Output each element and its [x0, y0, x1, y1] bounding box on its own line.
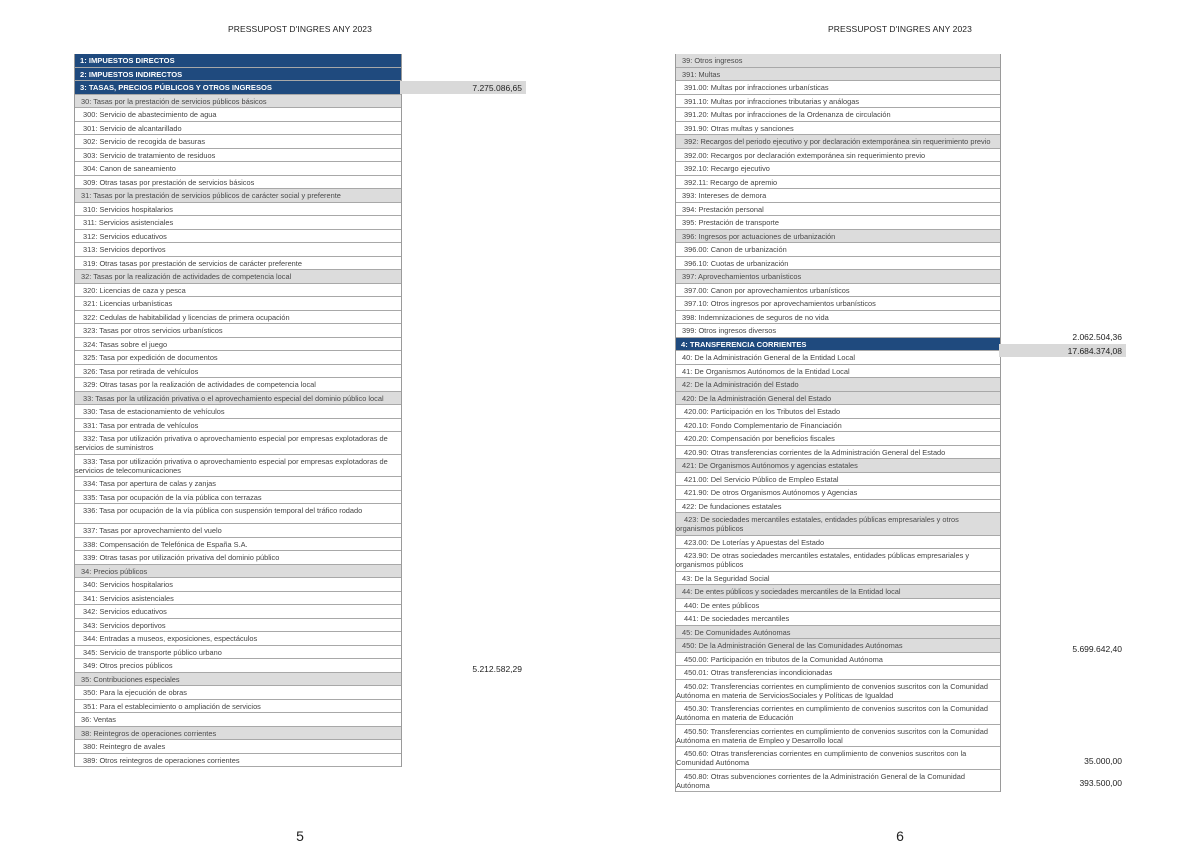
- amount-comunidades: 5.699.642,40: [1072, 644, 1122, 654]
- table-row: 399: Otros ingresos diversos: [676, 324, 1000, 338]
- table-row: 300: Servicio de abastecimiento de agua: [75, 108, 401, 122]
- table-row: 441: De sociedades mercantiles: [676, 612, 1000, 626]
- chapter-row: 4: TRANSFERENCIA CORRIENTES: [676, 338, 1000, 352]
- section-row: 34: Precios públicos: [75, 565, 401, 579]
- section-row: 45: De Comunidades Autónomas: [676, 626, 1000, 640]
- table-row: 450.30: Transferencias corrientes en cumplimiento de convenios suscritos con la Comunidad Autónoma en materia de Educación: [676, 702, 1000, 725]
- amount-450-60: 35.000,00: [1084, 756, 1122, 766]
- section-row: 39: Otros ingresos: [676, 54, 1000, 68]
- amount-chapter-3: 7.275.086,65: [472, 83, 522, 93]
- table-row: 322: Cedulas de habitabilidad y licencias de primera ocupación: [75, 311, 401, 325]
- table-row: 420.90: Otras transferencias corrientes de la Administración General del Estado: [676, 446, 1000, 460]
- amount-chapter-4: 17.684.374,08: [1067, 346, 1122, 356]
- chapter-row: 1: IMPUESTOS DIRECTOS: [75, 54, 401, 68]
- section-row: 35: Contribuciones especiales: [75, 673, 401, 687]
- table-row: 313: Servicios deportivos: [75, 243, 401, 257]
- section-row: 396: Ingresos por actuaciones de urbanización: [676, 230, 1000, 244]
- page-number: 6: [896, 828, 904, 844]
- amount-otros-ingresos-diversos: 2.062.504,36: [1072, 332, 1122, 342]
- table-row: 310: Servicios hospitalarios: [75, 203, 401, 217]
- table-row: 311: Servicios asistenciales: [75, 216, 401, 230]
- table-row: 396.00: Canon de urbanización: [676, 243, 1000, 257]
- table-row: 302: Servicio de recogida de basuras: [75, 135, 401, 149]
- table-row: 397.10: Otros ingresos por aprovechamientos urbanísticos: [676, 297, 1000, 311]
- table-row: 395: Prestación de transporte: [676, 216, 1000, 230]
- table-row: 391.90: Otras multas y sanciones: [676, 122, 1000, 136]
- section-row: 33: Tasas por la utilización privativa o el aprovechamiento especial del dominio público local: [75, 392, 401, 406]
- page-6: [600, 0, 1200, 848]
- table-row: 392.11: Recargo de apremio: [676, 176, 1000, 190]
- table-row: 43: De la Seguridad Social: [676, 572, 1000, 586]
- table-row: 36: Ventas: [75, 713, 401, 727]
- table-row: 351: Para el establecimiento o ampliación de servicios: [75, 700, 401, 714]
- section-row: 391: Multas: [676, 68, 1000, 82]
- table-row: 342: Servicios educativos: [75, 605, 401, 619]
- amount-450-80: 393.500,00: [1079, 778, 1122, 788]
- table-row: 422: De fundaciones estatales: [676, 500, 1000, 514]
- table-row: 394: Prestación personal: [676, 203, 1000, 217]
- table-row: 450.01: Otras transferencias incondicionadas: [676, 666, 1000, 680]
- table-row: 319: Otras tasas por prestación de servicios de carácter preferente: [75, 257, 401, 271]
- table-row: 420.00: Participación en los Tributos del Estado: [676, 405, 1000, 419]
- table-row: 335: Tasa por ocupación de la vía pública con terrazas: [75, 491, 401, 505]
- table-row: 326: Tasa por retirada de vehículos: [75, 365, 401, 379]
- section-row: 450: De la Administración General de las Comunidades Autónomas: [676, 639, 1000, 653]
- table-row: 303: Servicio de tratamiento de residuos: [75, 149, 401, 163]
- table-row: 392.00: Recargos por declaración extemporánea sin requerimiento previo: [676, 149, 1000, 163]
- table-row: 420.10: Fondo Complementario de Financiación: [676, 419, 1000, 433]
- table-row: 423.00: De Loterías y Apuestas del Estado: [676, 536, 1000, 550]
- table-row: 334: Tasa por apertura de calas y zanjas: [75, 477, 401, 491]
- table-row: 389: Otros reintegros de operaciones corrientes: [75, 754, 401, 768]
- table-row: 341: Servicios asistenciales: [75, 592, 401, 606]
- table-row: 339: Otras tasas por utilización privativa del dominio público: [75, 551, 401, 565]
- table-row: 337: Tasas por aprovechamiento del vuelo: [75, 524, 401, 538]
- table-row: 350: Para la ejecución de obras: [75, 686, 401, 700]
- table-row: 332: Tasa por utilización privativa o aprovechamiento especial por empresas explotadoras de servicios de suministros: [75, 432, 401, 455]
- table-row: 312: Servicios educativos: [75, 230, 401, 244]
- table-row: 420.20: Compensación por beneficios fiscales: [676, 432, 1000, 446]
- table-row: 393: Intereses de demora: [676, 189, 1000, 203]
- table-row: 398: Indemnizaciones de seguros de no vida: [676, 311, 1000, 325]
- section-row: 31: Tasas por la prestación de servicios públicos de carácter social y preferente: [75, 189, 401, 203]
- table-row: 333: Tasa por utilización privativa o aprovechamiento especial por empresas explotadoras de servicios de telecomunicaciones: [75, 455, 401, 478]
- table-row: 450.50: Transferencias corrientes en cumplimiento de convenios suscritos con la Comunidad Autónoma en materia de Empleo y Desarrollo local: [676, 725, 1000, 748]
- table-row: 391.20: Multas por infracciones de la Ordenanza de circulación: [676, 108, 1000, 122]
- table-row: 321: Licencias urbanísticas: [75, 297, 401, 311]
- chapter-row: 3: TASAS, PRECIOS PÚBLICOS Y OTROS INGRESOS: [75, 81, 401, 95]
- table-row: 392.10: Recargo ejecutivo: [676, 162, 1000, 176]
- section-row: 421: De Organismos Autónomos y agencias estatales: [676, 459, 1000, 473]
- table-row: 450.00: Participación en tributos de la Comunidad Autónoma: [676, 653, 1000, 667]
- table-row: 380: Reintegro de avales: [75, 740, 401, 754]
- table-row: 349: Otros precios públicos: [75, 659, 401, 673]
- table-row: 338: Compensación de Telefónica de España S.A.: [75, 538, 401, 552]
- table-row: 324: Tasas sobre el juego: [75, 338, 401, 352]
- section-row: 420: De la Administración General del Estado: [676, 392, 1000, 406]
- table-row: 301: Servicio de alcantarillado: [75, 122, 401, 136]
- table-row: 421.00: Del Servicio Público de Empleo Estatal: [676, 473, 1000, 487]
- page-title: PRESSUPOST D'INGRES ANY 2023: [828, 24, 972, 34]
- table-row: 320: Licencias de caza y pesca: [75, 284, 401, 298]
- income-budget-table: [675, 54, 1001, 792]
- section-row: 44: De entes públicos y sociedades mercantiles de la Entidad local: [676, 585, 1000, 599]
- table-row: 423.90: De otras sociedades mercantiles estatales, entidades públicas empresariales y organismos públicos: [676, 549, 1000, 572]
- table-row: 391.10: Multas por infracciones tributarias y análogas: [676, 95, 1000, 109]
- table-row: 336: Tasa por ocupación de la vía pública con suspensión temporal del tráfico rodado: [75, 504, 401, 524]
- table-row: 391.00: Multas por infracciones urbanísticas: [676, 81, 1000, 95]
- table-row: 450.80: Otras subvenciones corrientes de la Administración General de la Comunidad Autónoma: [676, 770, 1000, 793]
- page-title: PRESSUPOST D'INGRES ANY 2023: [228, 24, 372, 34]
- page-number: 5: [296, 828, 304, 844]
- table-row: 331: Tasa por entrada de vehículos: [75, 419, 401, 433]
- table-row: 397.00: Canon por aprovechamientos urbanísticos: [676, 284, 1000, 298]
- table-row: 343: Servicios deportivos: [75, 619, 401, 633]
- table-row: 396.10: Cuotas de urbanización: [676, 257, 1000, 271]
- table-row: 325: Tasa por expedición de documentos: [75, 351, 401, 365]
- section-row: 32: Tasas por la realización de actividades de competencia local: [75, 270, 401, 284]
- table-row: 309: Otras tasas por prestación de servicios básicos: [75, 176, 401, 190]
- section-row: 38: Reintegros de operaciones corrientes: [75, 727, 401, 741]
- amount-precios-publicos: 5.212.582,29: [472, 664, 522, 674]
- table-row: 304: Canon de saneamiento: [75, 162, 401, 176]
- table-row: 41: De Organismos Autónomos de la Entidad Local: [676, 365, 1000, 379]
- section-row: 392: Recargos del periodo ejecutivo y por declaración extemporánea sin requerimiento previo: [676, 135, 1000, 149]
- section-row: 30: Tasas por la prestación de servicios públicos básicos: [75, 95, 401, 109]
- table-row: 323: Tasas por otros servicios urbanísticos: [75, 324, 401, 338]
- table-row: 440: De entes públicos: [676, 599, 1000, 613]
- section-row: 42: De la Administración del Estado: [676, 378, 1000, 392]
- table-row: 329: Otras tasas por la realización de actividades de competencia local: [75, 378, 401, 392]
- income-budget-table: [74, 54, 402, 767]
- table-row: 450.02: Transferencias corrientes en cumplimiento de convenios suscritos con la Comunidad Autónoma en materia de ServiciosSociales y Políticas de Igualdad: [676, 680, 1000, 703]
- section-row: 397: Aprovechamientos urbanísticos: [676, 270, 1000, 284]
- section-row: 423: De sociedades mercantiles estatales, entidades públicas empresariales y otros organismos públicos: [676, 513, 1000, 536]
- chapter-row: 2: IMPUESTOS INDIRECTOS: [75, 68, 401, 82]
- table-row: 40: De la Administración General de la Entidad Local: [676, 351, 1000, 365]
- table-row: 344: Entradas a museos, exposiciones, espectáculos: [75, 632, 401, 646]
- table-row: 421.90: De otros Organismos Autónomos y Agencias: [676, 486, 1000, 500]
- table-row: 345: Servicio de transporte público urbano: [75, 646, 401, 660]
- table-row: 450.60: Otras transferencias corrientes en cumplimiento de convenios suscritos con la Comunidad Autónoma: [676, 747, 1000, 770]
- table-row: 340: Servicios hospitalarios: [75, 578, 401, 592]
- table-row: 330: Tasa de estacionamiento de vehículos: [75, 405, 401, 419]
